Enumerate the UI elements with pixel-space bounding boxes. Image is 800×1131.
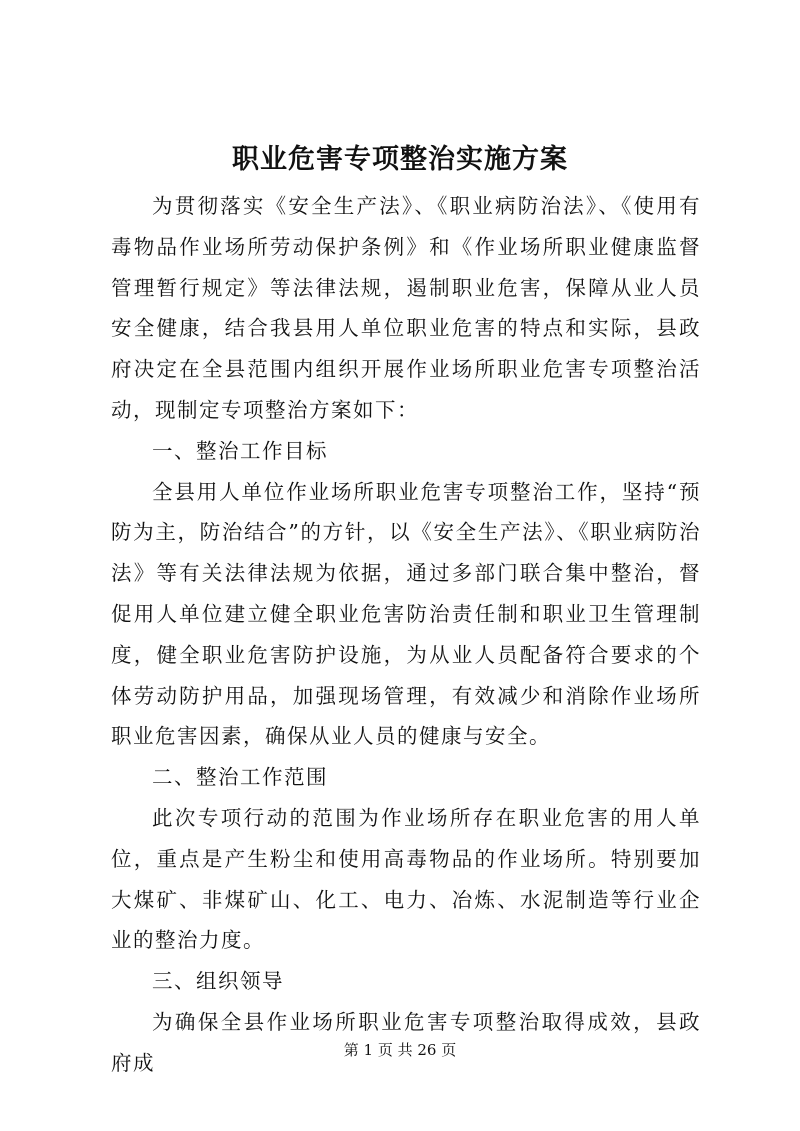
- section-paragraph-leadership: 为确保全县作业场所职业危害专项整治取得成效，县政府成: [111, 1009, 701, 1075]
- section-paragraph-goals: 全县用人单位作业场所职业危害专项整治工作，坚持“预防为主，防治结合”的方针，以《安全生产法》、《职业病防治法》等有关法律法规为依据，通过多部门联合集中整治，督促用人单位建立健全职业危害防治责任制和职业卫生管理制度，健全职业危害防护设施，为从业人员配备符合要求的个体劳动防护用品，加强现场管理，有效减少和消除作业场所职业危害因素，确保从业人员的健康与安全。: [111, 479, 701, 749]
- section-heading-leadership: 三、组织领导: [152, 969, 284, 994]
- document-title: 职业危害专项整治实施方案: [232, 144, 568, 175]
- page-number-footer: 第 1 页 共 26 页: [343, 1041, 457, 1059]
- document-body: [111, 186, 701, 1084]
- intro-paragraph: 为贯彻落实《安全生产法》、《职业病防治法》、《使用有毒物品作业场所劳动保护条例》和《作业场所职业健康监督管理暂行规定》等法律法规，遏制职业危害，保障从业人员安全健康，结合我县用人单位职业危害的特点和实际，县政府决定在全县范围内组织开展作业场所职业危害专项整治活动，现制定专项整治方案如下：: [111, 194, 701, 422]
- section-heading-goals: 一、整治工作目标: [152, 438, 328, 463]
- section-paragraph-scope: 此次专项行动的范围为作业场所存在职业危害的用人单位，重点是产生粉尘和使用高毒物品的作业场所。特别要加大煤矿、非煤矿山、化工、电力、冶炼、水泥制造等行业企业的整治力度。: [111, 805, 701, 953]
- section-heading-scope: 二、整治工作范围: [152, 765, 328, 790]
